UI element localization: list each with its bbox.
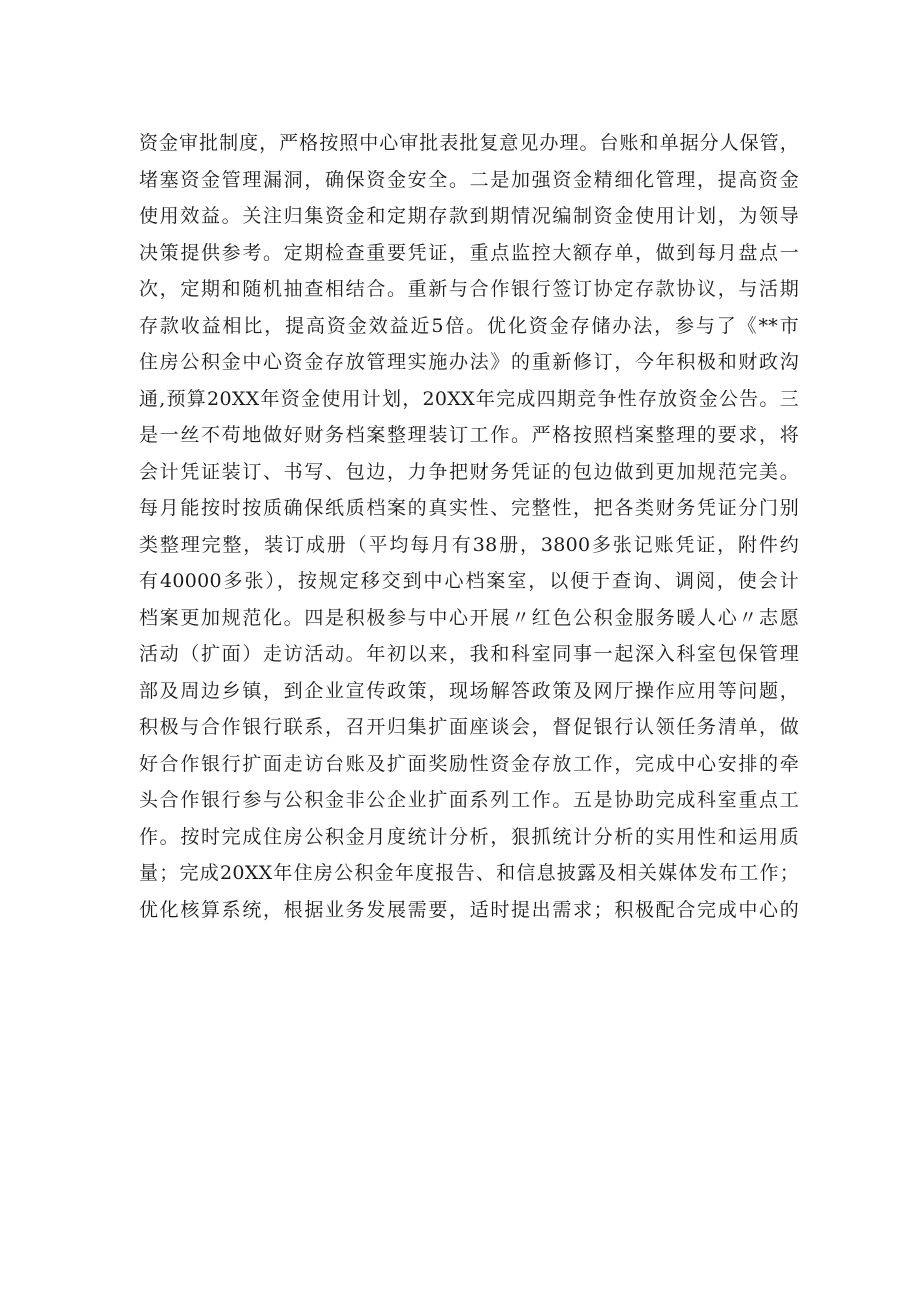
text-line-11: 每月能按时按质确保纸质档案的真实性、完整性，把各类财务凭证分门别	[139, 497, 799, 519]
text-line-14: 档案更加规范化。四是积极参与中心开展〃红色公积金服务暖人心〃志愿	[139, 606, 799, 629]
text-line-21: 量；完成20XX年住房公积金年度报告、和信息披露及相关媒体发布工作；	[139, 862, 799, 884]
text-line-5: 次，定期和随机抽查相结合。重新与合作银行签订协定存款协议，与活期	[139, 278, 799, 300]
text-line-20: 作。按时完成住房公积金月度统计分析，狠抓统计分析的实用性和运用质	[139, 825, 799, 848]
text-line-1: 资金审批制度，严格按照中心审批表批复意见办理。台账和单据分人保管，	[139, 132, 799, 154]
text-line-7: 住房公积金中心资金存放管理实施办法》的重新修订，今年积极和财政沟	[139, 351, 799, 373]
text-line-19: 头合作银行参与公积金非公企业扩面系列工作。五是协助完成科室重点工	[139, 789, 799, 811]
text-line-17: 积极与合作银行联系，召开归集扩面座谈会，督促银行认领任务清单，做	[139, 716, 799, 738]
text-line-22: 优化核算系统，根据业务发展需要，适时提出需求；积极配合完成中心的	[139, 898, 799, 921]
text-line-18: 好合作银行扩面走访台账及扩面奖励性资金存放工作，完成中心安排的牵	[139, 752, 799, 775]
body-text	[139, 125, 799, 928]
text-line-9: 是一丝不苟地做好财务档案整理装订工作。严格按照档案整理的要求，将	[139, 424, 799, 446]
text-line-3: 使用效益。关注归集资金和定期存款到期情况编制资金使用计划，为领导	[139, 205, 799, 227]
text-line-6: 存款收益相比，提高资金效益近5倍。优化资金存储办法，参与了《**市	[139, 314, 799, 337]
text-line-4: 决策提供参考。定期检查重要凭证，重点监控大额存单，做到每月盘点一	[139, 241, 799, 264]
text-line-15: 活动（扩面）走访活动。年初以来，我和科室同事一起深入科室包保管理	[139, 643, 799, 665]
text-line-13: 有40000多张），按规定移交到中心档案室，以便于查询、调阅，使会计	[139, 570, 799, 592]
text-line-12: 类整理完整，装订成册（平均每月有38册，3800多张记账凭证，附件约	[139, 533, 799, 556]
text-line-2: 堵塞资金管理漏洞，确保资金安全。二是加强资金精细化管理，提高资金	[139, 168, 799, 191]
text-line-10: 会计凭证装订、书写、包边，力争把财务凭证的包边做到更加规范完美。	[139, 460, 799, 483]
text-line-8: 通,预算20XX年资金使用计划，20XX年完成四期竞争性存放资金公告。三	[139, 387, 799, 410]
text-line-16: 部及周边乡镇，到企业宣传政策，现场解答政策及网厅操作应用等问题，	[139, 679, 799, 702]
